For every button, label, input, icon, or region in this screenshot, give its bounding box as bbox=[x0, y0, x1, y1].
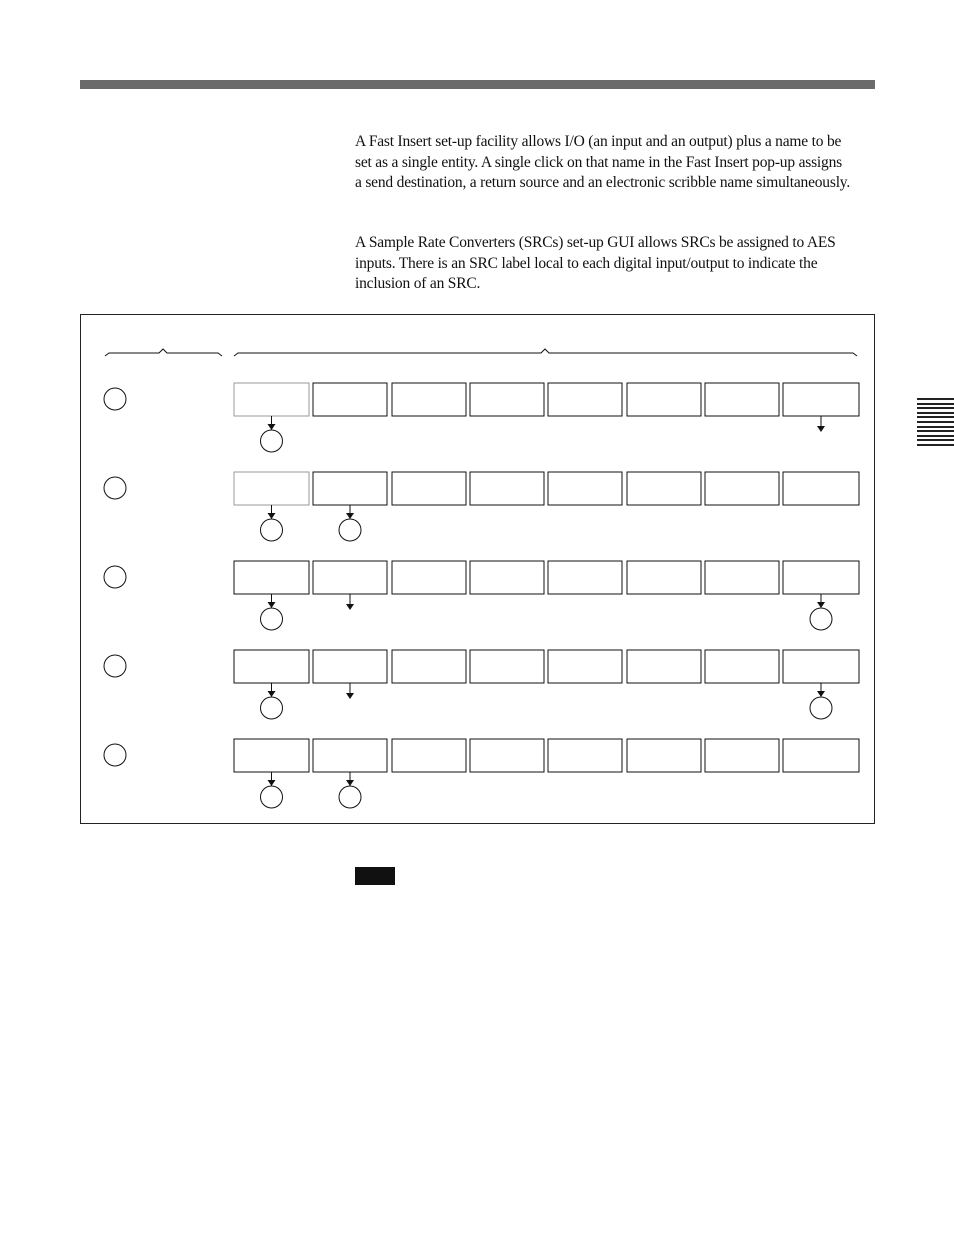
channel-box bbox=[548, 561, 622, 594]
channel-box bbox=[783, 472, 859, 505]
channel-box bbox=[392, 383, 466, 416]
channel-box bbox=[783, 739, 859, 772]
callout-circle bbox=[339, 786, 361, 808]
arrow-head bbox=[346, 513, 354, 519]
callout-circle bbox=[810, 608, 832, 630]
callout-circle bbox=[810, 697, 832, 719]
channel-box bbox=[313, 650, 387, 683]
arrow-head bbox=[268, 691, 276, 697]
bracket-left bbox=[105, 349, 222, 356]
channel-box bbox=[548, 650, 622, 683]
channel-box bbox=[392, 739, 466, 772]
row-marker-circle bbox=[104, 477, 126, 499]
arrow-head bbox=[817, 426, 825, 432]
callout-circle bbox=[261, 608, 283, 630]
arrow-head bbox=[346, 780, 354, 786]
arrow-head bbox=[817, 602, 825, 608]
channel-box bbox=[392, 472, 466, 505]
callout-circle bbox=[261, 697, 283, 719]
section-tab-marker bbox=[917, 398, 954, 444]
arrow-head bbox=[268, 602, 276, 608]
bracket-right bbox=[234, 349, 857, 356]
row-marker-circle bbox=[104, 566, 126, 588]
io-diagram-svg bbox=[81, 315, 874, 823]
channel-box bbox=[783, 383, 859, 416]
row-marker-circle bbox=[104, 744, 126, 766]
channel-box bbox=[234, 739, 309, 772]
channel-box bbox=[627, 739, 701, 772]
arrow-head bbox=[346, 604, 354, 610]
arrow-head bbox=[268, 424, 276, 430]
channel-box bbox=[313, 472, 387, 505]
channel-box bbox=[234, 383, 309, 416]
row-marker-circle bbox=[104, 388, 126, 410]
header-rule bbox=[80, 80, 875, 89]
channel-box bbox=[783, 561, 859, 594]
channel-box bbox=[234, 561, 309, 594]
channel-box bbox=[392, 650, 466, 683]
channel-box bbox=[705, 561, 779, 594]
channel-box bbox=[470, 739, 544, 772]
callout-circle bbox=[261, 786, 283, 808]
channel-box bbox=[627, 561, 701, 594]
channel-box bbox=[783, 650, 859, 683]
row-marker-circle bbox=[104, 655, 126, 677]
channel-box bbox=[234, 472, 309, 505]
callout-circle bbox=[261, 519, 283, 541]
channel-box bbox=[705, 383, 779, 416]
channel-box bbox=[470, 561, 544, 594]
channel-box bbox=[548, 472, 622, 505]
channel-box bbox=[313, 383, 387, 416]
callout-circle bbox=[261, 430, 283, 452]
channel-box bbox=[548, 383, 622, 416]
arrow-head bbox=[817, 691, 825, 697]
channel-box bbox=[313, 561, 387, 594]
callout-circle bbox=[339, 519, 361, 541]
channel-box bbox=[548, 739, 622, 772]
channel-box bbox=[627, 383, 701, 416]
arrow-head bbox=[268, 513, 276, 519]
channel-box bbox=[705, 472, 779, 505]
paragraph-src-setup: A Sample Rate Converters (SRCs) set-up GUI allows SRCs be assigned to AES inputs. There is an SRC label local to each digital input/output to indicate the inclusion of an SRC. bbox=[355, 234, 836, 292]
channel-box bbox=[392, 561, 466, 594]
channel-box bbox=[470, 650, 544, 683]
channel-box bbox=[627, 650, 701, 683]
channel-box bbox=[470, 383, 544, 416]
channel-box bbox=[234, 650, 309, 683]
arrow-head bbox=[346, 693, 354, 699]
paragraph-fast-insert: A Fast Insert set-up facility allows I/O (an input and an output) plus a name to be set as a single entity. A single click on that name in the Fast Insert pop-up assigns a send destination, a return source and an electronic scribble name simultaneously. bbox=[355, 133, 851, 191]
note-label-box bbox=[355, 867, 395, 885]
channel-box bbox=[705, 739, 779, 772]
channel-box bbox=[627, 472, 701, 505]
channel-box bbox=[470, 472, 544, 505]
io-diagram bbox=[80, 314, 875, 824]
channel-box bbox=[313, 739, 387, 772]
channel-box bbox=[705, 650, 779, 683]
arrow-head bbox=[268, 780, 276, 786]
